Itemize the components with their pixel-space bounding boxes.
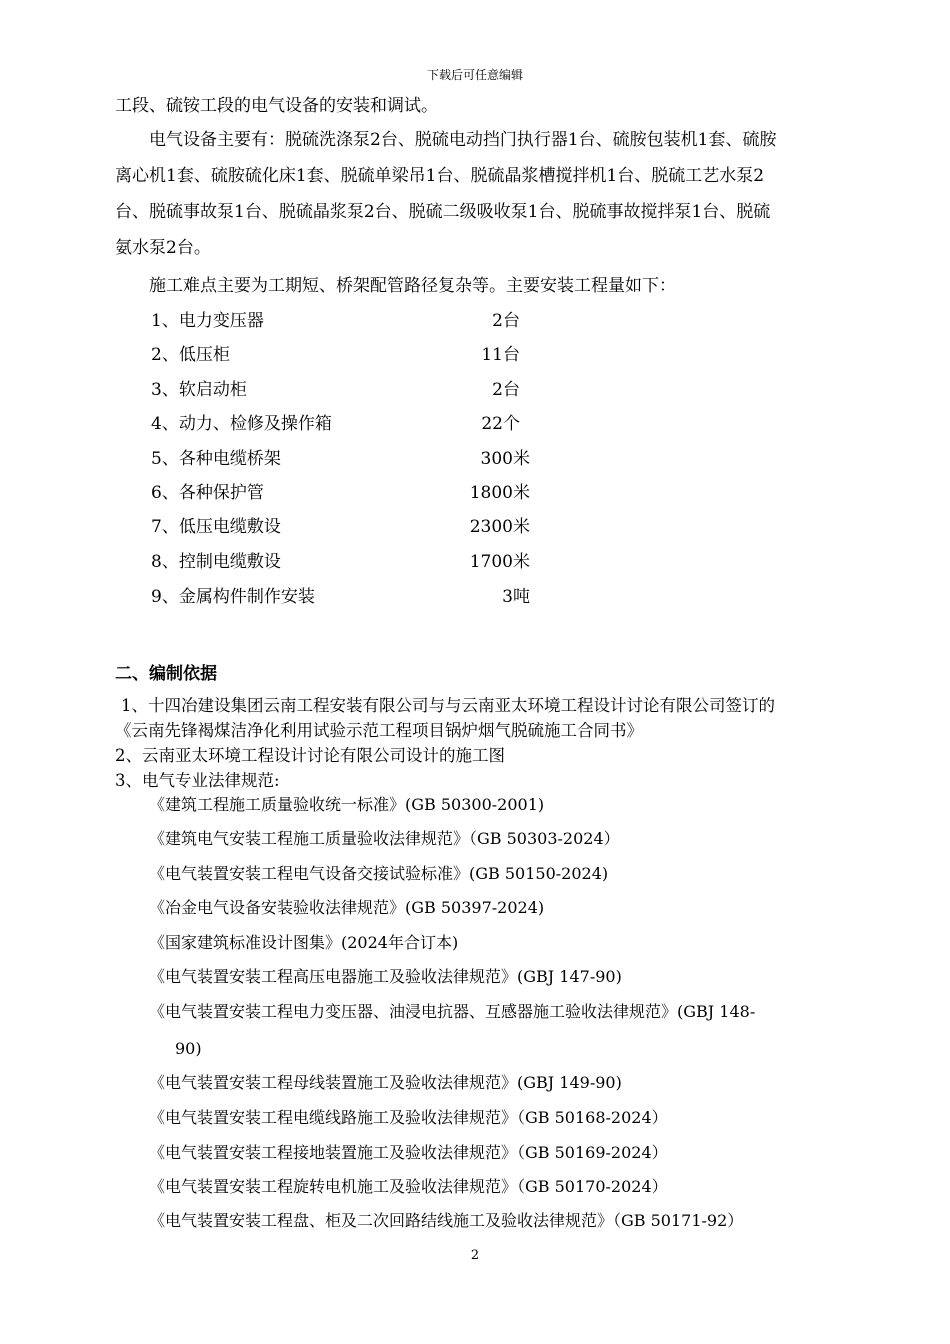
list-item-qty: 2台 (492, 311, 520, 331)
basis-item: 《云南先锋褐煤洁净化利用试验示范工程项目锅炉烟气脱硫施工合同书》 (115, 721, 643, 740)
standard-reference: 《电气装置安装工程电气设备交接试验标准》(GB 50150-2024) (149, 864, 609, 883)
intro-line: 施工难点主要为工期短、桥架配管路径复杂等。主要安装工程量如下： (149, 276, 676, 296)
intro-line: 离心机1套、硫胺硫化床1套、脱硫单梁吊1台、脱硫晶浆槽搅拌机1台、脱硫工艺水泵2 (115, 166, 765, 186)
list-item-qty: 2台 (492, 380, 520, 400)
intro-line: 电气设备主要有：脱硫洗涤泵2台、脱硫电动挡门执行器1台、硫胺包装机1套、硫胺 (149, 130, 777, 150)
standard-reference: 《电气装置安装工程高压电器施工及验收法律规范》(GBJ 147-90) (149, 967, 622, 986)
standard-reference: 《电气装置安装工程母线装置施工及验收法律规范》(GBJ 149-90) (149, 1073, 622, 1092)
list-item-label: 3、软启动柜 (151, 380, 247, 400)
list-item-qty: 3吨 (502, 587, 530, 607)
standard-reference: 《国家建筑标准设计图集》(2024年合订本) (149, 933, 459, 952)
list-item-qty: 22个 (481, 414, 520, 434)
list-item-label: 8、控制电缆敷设 (151, 552, 281, 572)
list-item-qty: 1700米 (469, 552, 530, 572)
list-item-qty: 2300米 (469, 517, 530, 537)
basis-item: 3、电气专业法律规范: (115, 771, 280, 790)
list-item-label: 5、各种电缆桥架 (151, 449, 281, 469)
standard-reference: 《电气装置安装工程接地装置施工及验收法律规范》（GB 50169-2024） (149, 1143, 668, 1162)
standard-reference: 《电气装置安装工程电力变压器、油浸电抗器、互感器施工验收法律规范》(GBJ 148- (149, 1002, 756, 1021)
list-item-qty: 1800米 (469, 483, 530, 503)
standard-reference: 《电气装置安装工程电缆线路施工及验收法律规范》（GB 50168-2024） (149, 1108, 668, 1127)
intro-line: 氨水泵2台。 (115, 238, 211, 258)
section-heading: 二、编制依据 (115, 664, 217, 684)
standard-reference: 《建筑工程施工质量验收统一标准》(GB 50300-2001) (149, 795, 545, 814)
standard-reference: 《电气装置安装工程盘、柜及二次回路结线施工及验收法律规范》（GB 50171-92） (149, 1211, 744, 1230)
list-item-label: 4、动力、检修及操作箱 (151, 414, 332, 434)
list-item-label: 6、各种保护管 (151, 483, 264, 503)
list-item-qty: 300米 (480, 449, 530, 469)
basis-item: 1、十四冶建设集团云南工程安装有限公司与与云南亚太环境工程设计讨论有限公司签订的 (121, 696, 775, 715)
list-item-label: 9、金属构件制作安装 (151, 587, 315, 607)
list-item-label: 2、低压柜 (151, 345, 230, 365)
list-item-label: 1、电力变压器 (151, 311, 264, 331)
basis-item: 2、云南亚太环境工程设计讨论有限公司设计的施工图 (115, 746, 505, 765)
intro-line: 工段、硫铵工段的电气设备的安装和调试。 (115, 96, 438, 116)
page-header: 下载后可任意编辑 (426, 68, 523, 82)
list-item-qty: 11台 (481, 345, 520, 365)
standard-reference: 《电气装置安装工程旋转电机施工及验收法律规范》（GB 50170-2024） (149, 1177, 668, 1196)
standard-reference: 《冶金电气设备安装验收法律规范》(GB 50397-2024) (149, 898, 545, 917)
intro-line: 台、脱硫事故泵1台、脱硫晶浆泵2台、脱硫二级吸收泵1台、脱硫事故搅拌泵1台、脱硫 (115, 202, 771, 222)
list-item-label: 7、低压电缆敷设 (151, 517, 281, 537)
standard-reference: 90) (175, 1039, 202, 1058)
page-number: 2 (470, 1248, 480, 1263)
standard-reference: 《建筑电气安装工程施工质量验收法律规范》（GB 50303-2024） (149, 829, 620, 848)
